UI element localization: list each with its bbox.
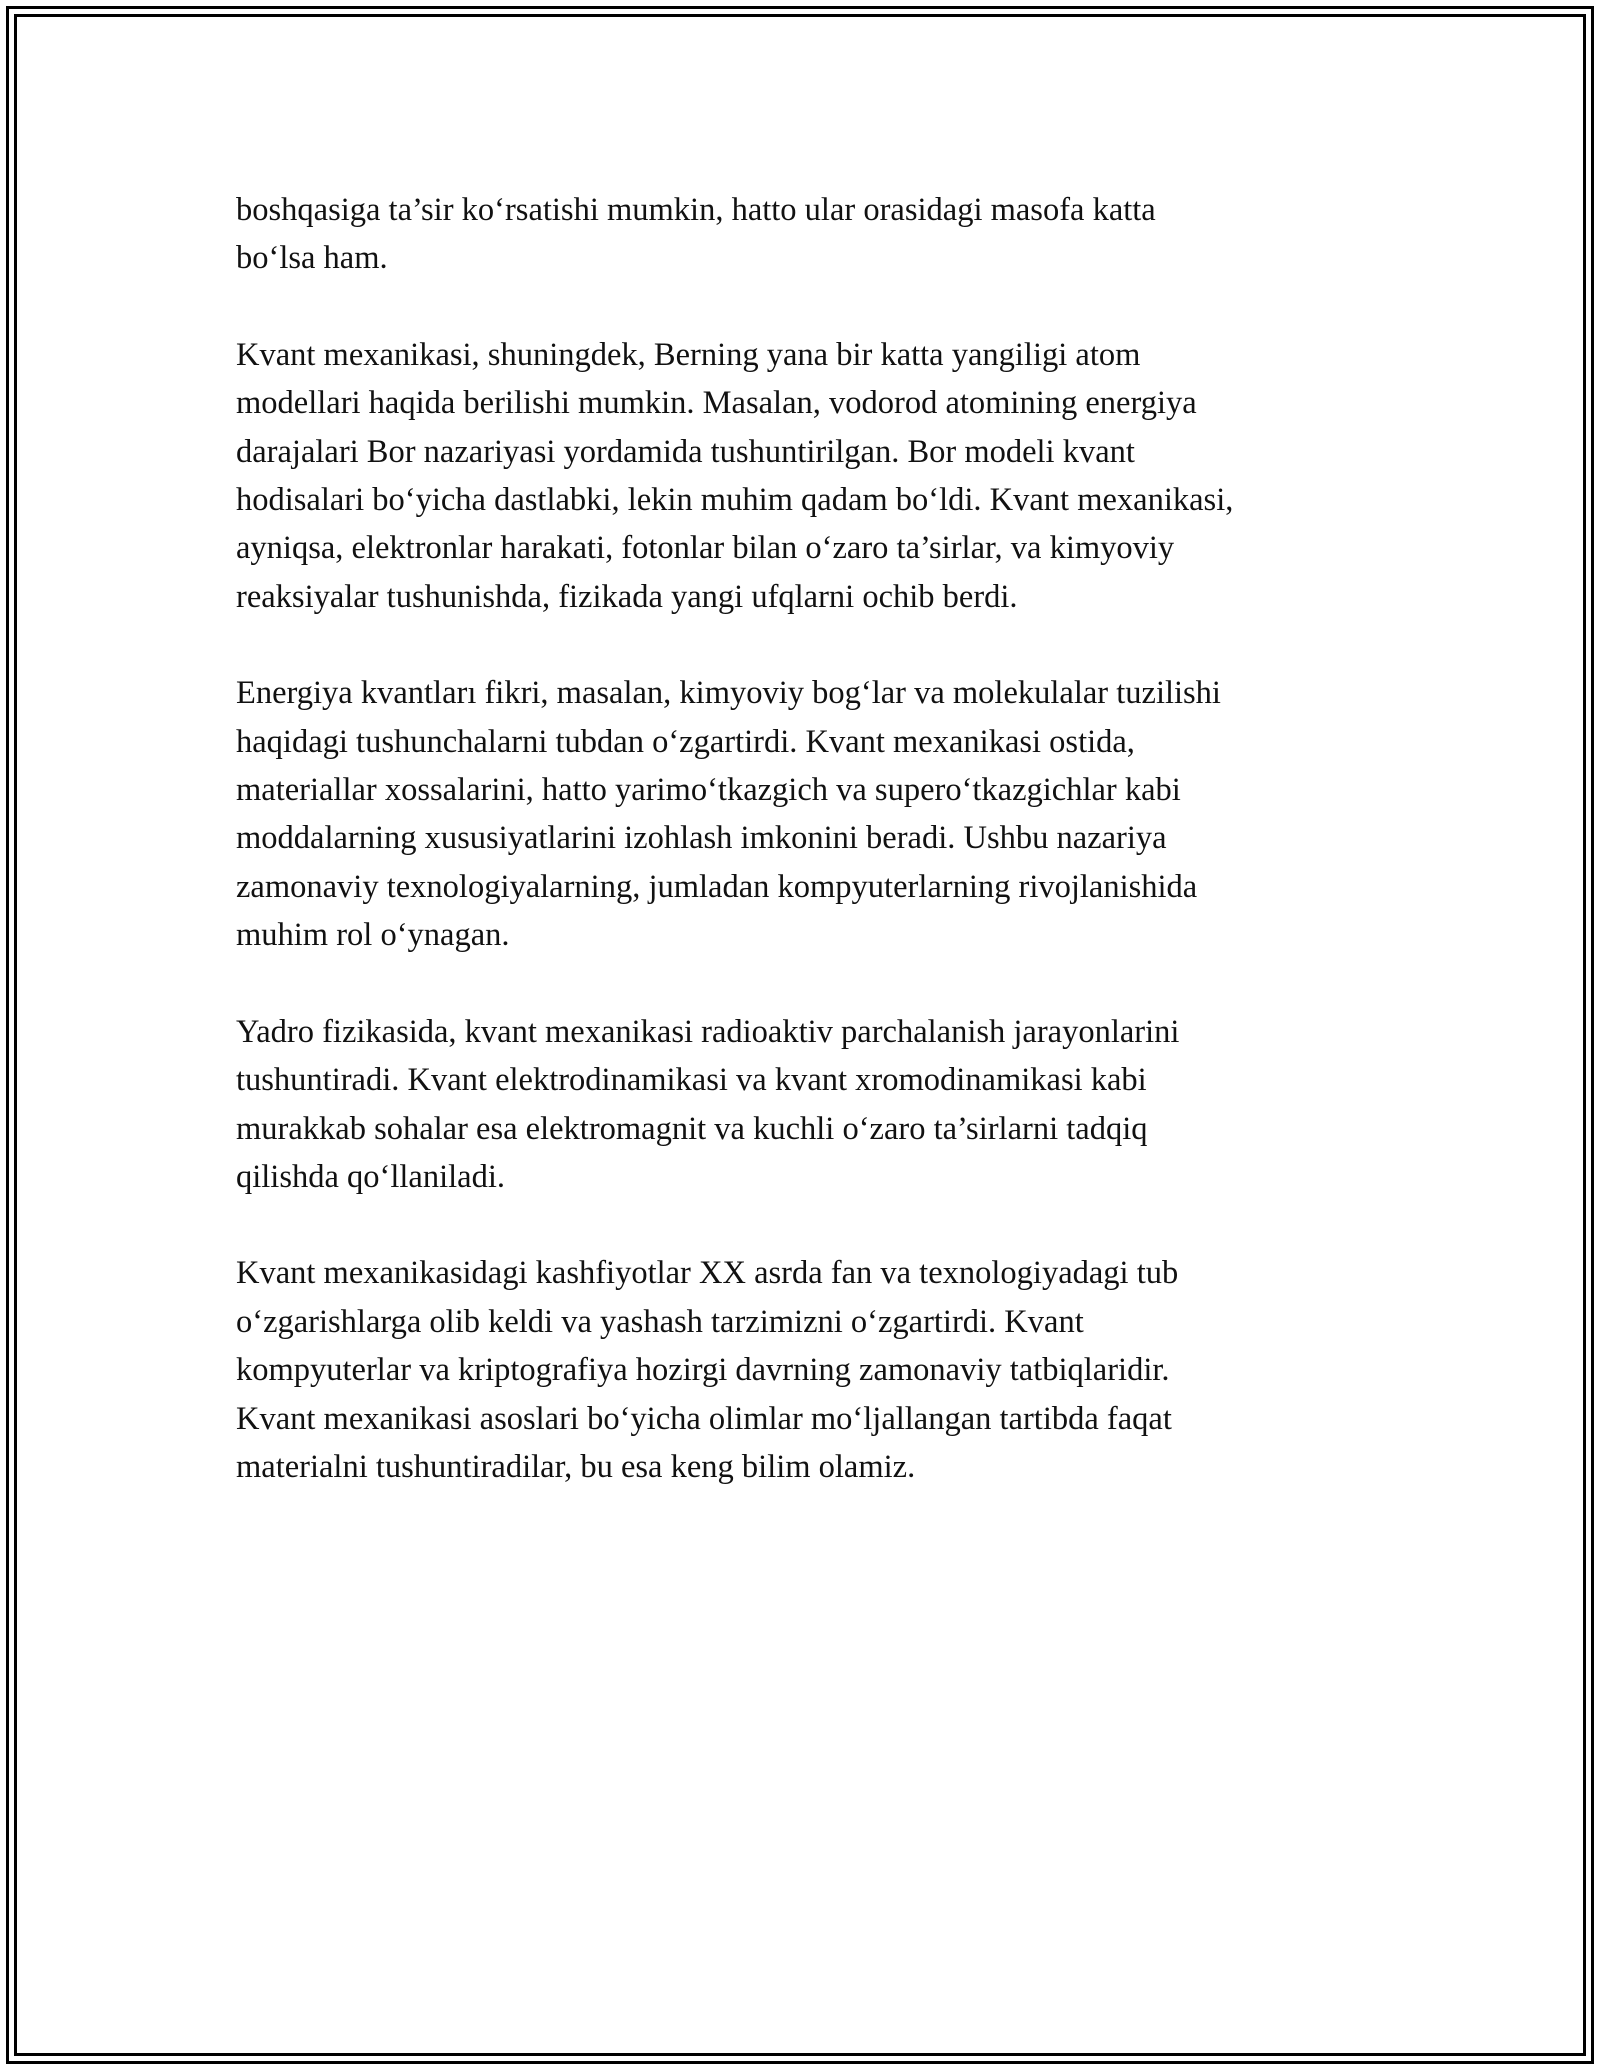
text-line: boshqasiga ta’sir ko‘rsatishi mumkin, hatto ular orasidagi masofa katta: [236, 192, 1156, 228]
text-line: qilishda qo‘llaniladi.: [236, 1158, 505, 1195]
text-line: Energiya kvantları fikri, masalan, kimyoviy bog‘lar va molekulalar tuzilishi: [236, 675, 1221, 712]
text-line: ayniqsa, elektronlar harakati, fotonlar bilan o‘zaro ta’sirlar, va kimyoviy: [236, 530, 1175, 567]
paragraph-2: [236, 331, 1376, 621]
text-line: Kvant mexanikasi asoslari bo‘yicha olimlar mo‘ljallangan tartibda faqat: [236, 1400, 1172, 1437]
text-line: tushuntiradi. Kvant elektrodinamikasi va kvant xromodinamikasi kabi: [236, 1062, 1147, 1099]
text-line: moddalarning xususiyatlarini izohlash imkonini beradi. Ushbu nazariya: [236, 820, 1167, 857]
text-line: muhim rol o‘ynagan.: [236, 917, 510, 954]
paragraph-5: [236, 1249, 1376, 1491]
text-line: Kvant mexanikasi, shuningdek, Berning yana bir katta yangiligi atom: [236, 336, 1141, 373]
text-line: reaksiyalar tushunishda, fizikada yangi ufqlarni ochib berdi.: [236, 578, 1018, 615]
text-line: bo‘lsa ham.: [236, 240, 388, 277]
paragraph-1: [236, 186, 1376, 283]
text-line: Yadro fizikasida, kvant mexanikasi radioaktiv parchalanish jarayonlarini: [236, 1013, 1180, 1050]
text-line: o‘zgarishlarga olib keldi va yashash tarzimizni o‘zgartirdi. Kvant: [236, 1303, 1084, 1340]
text-line: murakkab sohalar esa elektromagnit va kuchli o‘zaro ta’sirlarni tadqiq: [236, 1110, 1148, 1147]
paragraph-3: [236, 669, 1376, 959]
document-body: [236, 186, 1376, 1539]
text-line: zamonaviy texnologiyalarning, jumladan kompyuterlarning rivojlanishida: [236, 868, 1198, 905]
text-line: materiallar xossalarini, hatto yarimo‘tkazgich va supero‘tkazgichlar kabi: [236, 772, 1181, 809]
text-line: haqidagi tushunchalarni tubdan o‘zgartirdi. Kvant mexanikasi ostida,: [236, 723, 1135, 760]
text-line: Kvant mexanikasidagi kashfiyotlar XX asrda fan va texnologiyadagi tub: [236, 1255, 1179, 1292]
text-line: modellari haqida berilishi mumkin. Masalan, vodorod atomining energiya: [236, 385, 1197, 422]
text-line: darajalari Bor nazariyasi yordamida tushuntirilgan. Bor modeli kvant: [236, 433, 1135, 470]
text-line: kompyuterlar va kriptografiya hozirgi davrning zamonaviy tatbiqlaridir.: [236, 1352, 1170, 1389]
paragraph-4: [236, 1008, 1376, 1202]
text-line: hodisalari bo‘yicha dastlabki, lekin muhim qadam bo‘ldi. Kvant mexanikasi,: [236, 482, 1234, 519]
text-line: materialni tushuntiradilar, bu esa keng bilim olamiz.: [236, 1448, 916, 1485]
